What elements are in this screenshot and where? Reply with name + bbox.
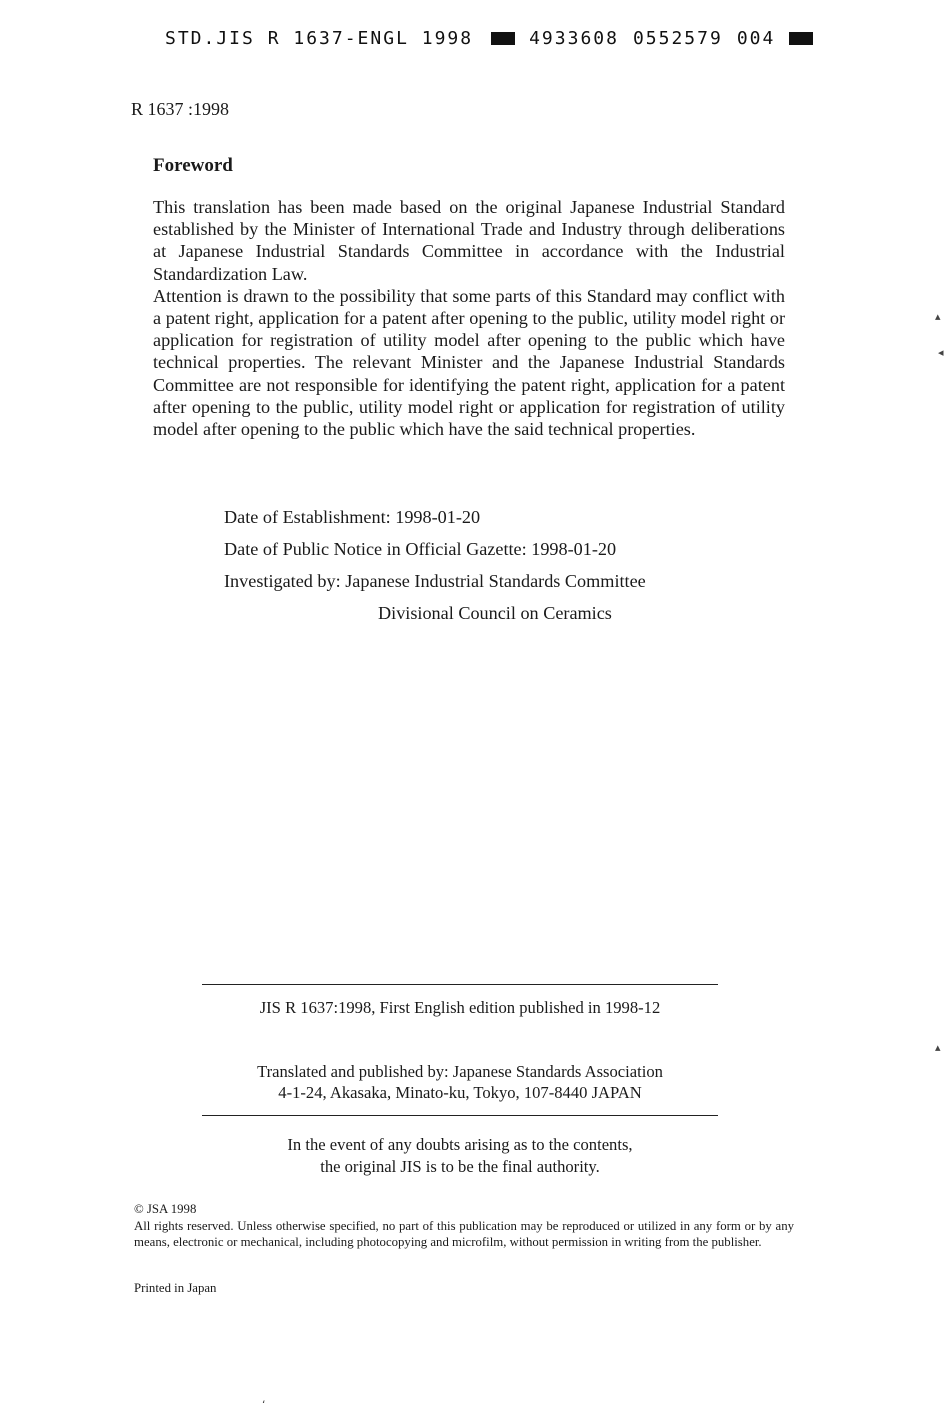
scan-header-code: STD.JIS R 1637-ENGL 1998	[165, 28, 474, 49]
public-notice-date: Date of Public Notice in Official Gazette: 1998-01-20	[224, 539, 617, 559]
edition-note: JIS R 1637:1998, First English edition published in 1998-12	[259, 998, 661, 1017]
authority-line-2: the original JIS is to be the final authority.	[320, 1157, 600, 1176]
scan-mark: ▴	[935, 1041, 941, 1054]
establishment-date: Date of Establishment: 1998-01-20	[224, 507, 481, 527]
scan-header	[165, 28, 827, 49]
scan-header-number-1: 4933608	[529, 28, 619, 49]
divider-rule	[202, 984, 718, 985]
foreword-paragraph-1: This translation has been made based on the original Japanese Industrial Standard established by the Minister of International Trade and Industry through deliberations at Japanese Industrial Standards Committee in accordance with the Industrial Standardization Law.	[153, 197, 785, 284]
scan-header-number-3: 004	[736, 28, 776, 49]
scan-header-number-2: 0552579	[632, 28, 723, 49]
foreword-body	[153, 196, 785, 440]
publisher-address: 4-1-24, Akasaka, Minato-ku, Tokyo, 107-8440 JAPAN	[278, 1083, 642, 1102]
scan-mark: ◂	[938, 346, 944, 359]
foreword-heading: Foreword	[153, 155, 233, 176]
document-number: R 1637 :1998	[131, 99, 230, 119]
investigated-by: Investigated by: Japanese Industrial Standards Committee	[224, 571, 646, 591]
printed-in: Printed in Japan	[134, 1281, 217, 1295]
authority-line-1: In the event of any doubts arising as to the contents,	[287, 1135, 633, 1154]
foreword-paragraph-2: Attention is drawn to the possibility that some parts of this Standard may conflict with a patent right, application for a patent after opening to the public, utility model right or application for registration of utility model after opening to the public which have technical properties. The relevant Minister and the Japanese Industrial Standards Committee are not responsible for identifying the patent right, application for a patent after opening to the public, utility model right or application for registration of utility model after opening to the public which have the said technical properties.	[153, 285, 785, 440]
scan-mark: ʻ	[262, 1398, 266, 1411]
dates-block	[224, 506, 646, 634]
publisher-block	[202, 1061, 718, 1103]
authority-note	[202, 1134, 718, 1178]
black-bar-mark	[789, 32, 813, 45]
divisional-council: Divisional Council on Ceramics	[378, 603, 612, 623]
copyright-block	[134, 1201, 794, 1251]
publisher-line: Translated and published by: Japanese Standards Association	[257, 1062, 663, 1081]
scan-mark: ▴	[935, 310, 941, 323]
divider-rule	[202, 1115, 718, 1116]
black-bar-mark	[491, 32, 515, 45]
copyright-notice: © JSA 1998	[134, 1202, 197, 1216]
rights-statement: All rights reserved. Unless otherwise specified, no part of this publication may be reproduced or utilized in any form or by any means, electronic or mechanical, including photocopying and microfilm, without permission in writing from the publisher.	[134, 1218, 794, 1249]
